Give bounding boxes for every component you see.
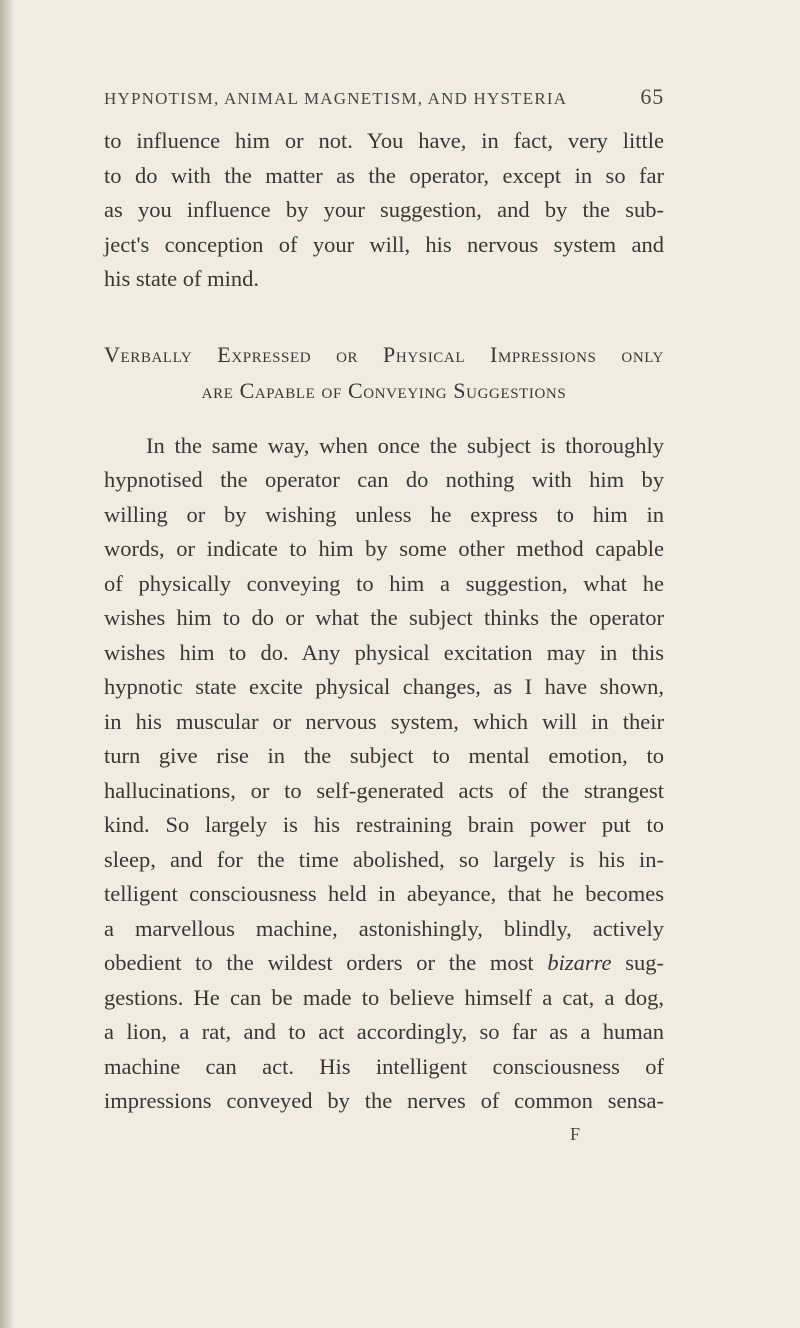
- page-binding-edge: [0, 0, 14, 1328]
- text-line: willing or by wishing unless he express to him in: [104, 501, 664, 527]
- running-head-title: HYPNOTISM, ANIMAL MAGNETISM, AND HYSTERIA: [104, 89, 568, 108]
- text-line: turn give rise in the subject to mental emotion, to: [104, 743, 664, 768]
- paragraph-2: [104, 429, 664, 1119]
- text-line: sleep, and for the time abolished, so largely is his in-: [104, 846, 664, 872]
- section-heading-line-2: are Capable of Conveying Suggestions: [201, 377, 567, 403]
- text-line: machine can act. His intelligent consciousness of: [104, 1053, 664, 1079]
- running-head: [104, 84, 664, 114]
- text-line: to do with the matter as the operator, except in so far: [104, 162, 664, 188]
- text-line: to influence him or not. You have, in fact, very little: [104, 128, 664, 153]
- book-page: [104, 84, 664, 1119]
- text-line: impressions conveyed by the nerves of common sensa-: [104, 1088, 664, 1113]
- text-line: hypnotised the operator can do nothing with him by: [104, 467, 664, 492]
- text-line: his state of mind.: [104, 266, 259, 291]
- text-line: In the same way, when once the subject is thoroughly: [146, 432, 664, 458]
- text-line: hallucinations, or to self-generated acts of the strangest: [104, 777, 664, 803]
- paragraph-1: [104, 124, 664, 297]
- text-line: words, or indicate to him by some other method capable: [104, 536, 664, 561]
- text-line: telligent consciousness held in abeyance, that he becomes: [104, 881, 664, 906]
- text-line: in his muscular or nervous system, which will in their: [104, 708, 664, 734]
- text-line-with-italic: [104, 946, 664, 981]
- text-line: as you influence by your suggestion, and by the sub-: [104, 197, 664, 222]
- text-line: of physically conveying to him a suggestion, what he: [104, 570, 664, 596]
- text-line: wishes him to do. Any physical excitation may in this: [104, 639, 664, 665]
- section-heading: [104, 337, 664, 409]
- text-line: a marvellous machine, astonishingly, blindly, actively: [104, 915, 664, 941]
- text-line: hypnotic state excite physical changes, as I have shown,: [104, 674, 664, 699]
- line-text: obedient to the wildest orders or the most: [104, 950, 534, 975]
- italic-word: bizarre: [547, 950, 612, 975]
- section-heading-line-1: Verbally Expressed or Physical Impressions only: [104, 341, 664, 367]
- signature-mark: F: [570, 1124, 582, 1144]
- text-line: gestions. He can be made to believe himself a cat, a dog,: [104, 984, 664, 1010]
- text-line: ject's conception of your will, his nervous system and: [104, 231, 664, 257]
- text-line: kind. So largely is his restraining brain power put to: [104, 812, 664, 837]
- text-line: a lion, a rat, and to act accordingly, so far as a human: [104, 1019, 664, 1044]
- hyphen-fragment: sug-: [625, 950, 665, 975]
- text-line: wishes him to do or what the subject thinks the operator: [104, 605, 664, 630]
- page-number: 65: [640, 84, 664, 109]
